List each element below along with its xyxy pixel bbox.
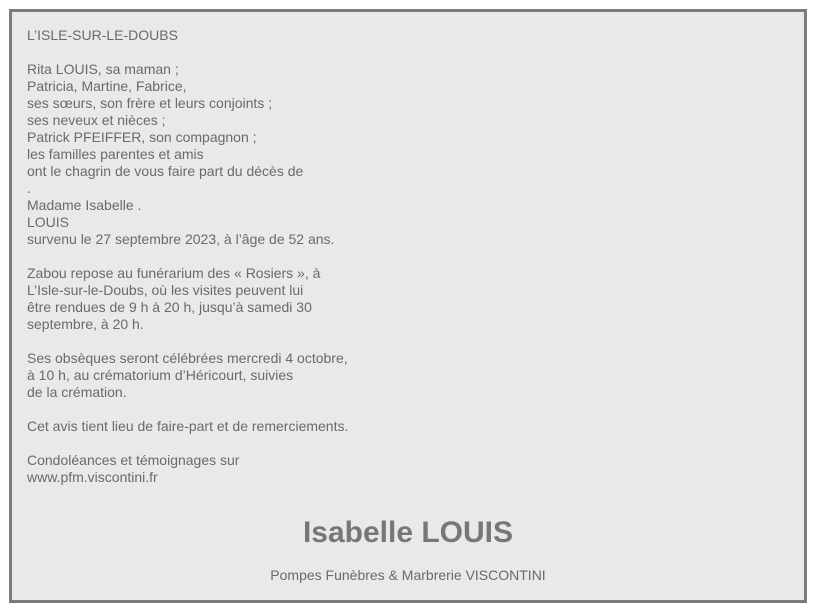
condolences-line: Condoléances et témoignages sur <box>27 452 240 468</box>
deceased-line: Madame Isabelle . <box>27 197 142 213</box>
condolences-link: www.pfm.viscontini.fr <box>27 469 158 485</box>
family-line: les familles parentes et amis <box>27 146 204 162</box>
spacer <box>27 44 348 61</box>
family-line: . <box>27 180 31 196</box>
obituary-frame <box>9 9 807 603</box>
deceased-line: LOUIS <box>27 214 70 230</box>
obseques-line: Ses obsèques seront célébrées mercredi 4 octobre, <box>27 350 348 366</box>
family-line: Patricia, Martine, Fabrice, <box>27 78 187 94</box>
family-block <box>27 61 348 197</box>
funerarium-block <box>27 265 348 333</box>
spacer <box>27 333 348 350</box>
deceased-name-heading: Isabelle LOUIS <box>302 516 514 549</box>
notice-line: Cet avis tient lieu de faire-part et de remerciements. <box>27 418 349 434</box>
family-line: Patrick PFEIFFER, son compagnon ; <box>27 129 257 145</box>
family-line: ses sœurs, son frère et leurs conjoints ; <box>27 95 273 111</box>
funerarium-line: septembre, à 20 h. <box>27 316 144 332</box>
obseques-line: à 10 h, au crématorium d’Héricourt, suivies <box>27 367 294 383</box>
family-line: ses neveux et nièces ; <box>27 112 166 128</box>
funerarium-line: Zabou repose au funérarium des « Rosiers », à <box>27 265 321 281</box>
family-line: ont le chagrin de vous faire part du décès de <box>27 163 304 179</box>
spacer <box>27 401 348 418</box>
deceased-block <box>27 197 348 248</box>
obituary-body <box>27 27 348 486</box>
funeral-home-footer: Pompes Funèbres & Marbrerie VISCONTINI <box>270 567 546 583</box>
funerarium-line: L’Isle-sur-le-Doubs, où les visites peuvent lui <box>27 282 304 298</box>
family-line: Rita LOUIS, sa maman ; <box>27 61 179 77</box>
obseques-line: de la crémation. <box>27 384 127 400</box>
location-line: L’ISLE-SUR-LE-DOUBS <box>27 27 178 43</box>
condolences-block <box>27 452 348 486</box>
obseques-block <box>27 350 348 401</box>
funerarium-line: être rendues de 9 h à 20 h, jusqu’à samedi 30 <box>27 299 312 315</box>
deceased-line: survenu le 27 septembre 2023, à l’âge de 52 ans. <box>27 231 335 247</box>
spacer <box>27 248 348 265</box>
spacer <box>27 435 348 452</box>
